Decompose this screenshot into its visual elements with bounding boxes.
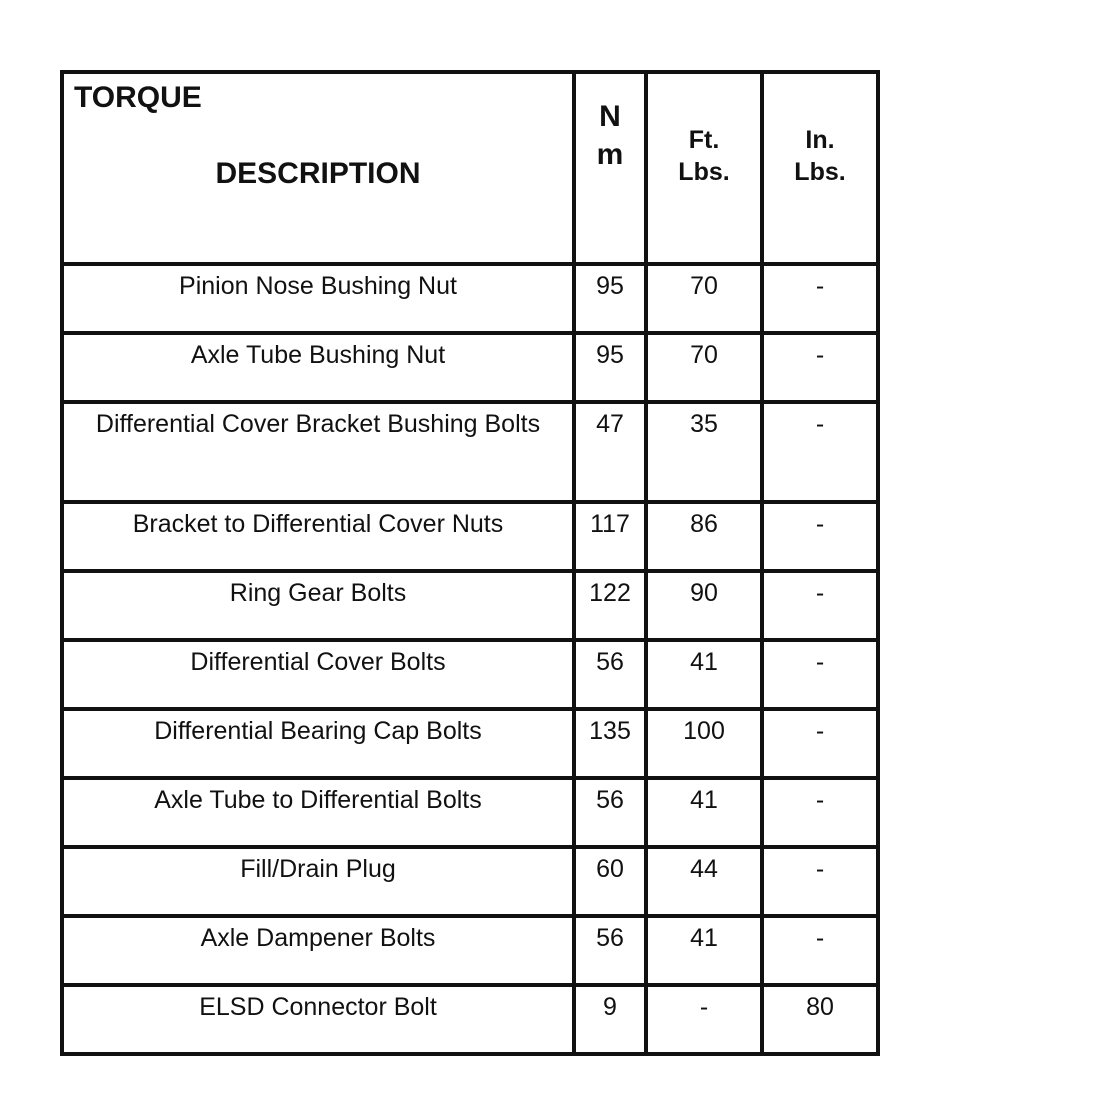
nm-value-cell: 117 [574, 502, 646, 571]
ft-lbs-value-cell: 70 [646, 264, 762, 333]
ft-lbs-value-cell: 70 [646, 333, 762, 402]
description-cell: Pinion Nose Bushing Nut [62, 264, 574, 333]
table-row [62, 402, 878, 502]
table-row [62, 847, 878, 916]
nm-value-cell: 56 [574, 916, 646, 985]
table-row [62, 333, 878, 402]
header-torque-label: TORQUE [74, 81, 202, 114]
table-row [62, 571, 878, 640]
description-cell: Axle Tube Bushing Nut [62, 333, 574, 402]
ft-lbs-value-cell: 90 [646, 571, 762, 640]
ft-lbs-value-cell: 44 [646, 847, 762, 916]
header-nm-label [576, 74, 644, 174]
header-ft-line1: Ft. [688, 126, 720, 154]
table-row [62, 916, 878, 985]
in-lbs-value-cell: - [762, 402, 878, 502]
in-lbs-value-cell: - [762, 571, 878, 640]
ft-lbs-value-cell: 41 [646, 640, 762, 709]
table-row [62, 640, 878, 709]
nm-value-cell: 135 [574, 709, 646, 778]
table-row [62, 985, 878, 1054]
description-cell: ELSD Connector Bolt [62, 985, 574, 1054]
header-ft-lbs-cell [646, 72, 762, 264]
header-nm-line2: m [596, 138, 624, 171]
description-cell: Axle Tube to Differential Bolts [62, 778, 574, 847]
in-lbs-value-cell: - [762, 916, 878, 985]
in-lbs-value-cell: - [762, 847, 878, 916]
ft-lbs-value-cell: 100 [646, 709, 762, 778]
description-cell: Differential Bearing Cap Bolts [62, 709, 574, 778]
ft-lbs-value-cell: 86 [646, 502, 762, 571]
ft-lbs-value-cell: 41 [646, 778, 762, 847]
nm-value-cell: 56 [574, 640, 646, 709]
header-in-line2: Lbs. [794, 158, 846, 186]
description-cell: Axle Dampener Bolts [62, 916, 574, 985]
nm-value-cell: 122 [574, 571, 646, 640]
in-lbs-value-cell: - [762, 502, 878, 571]
nm-value-cell: 95 [574, 333, 646, 402]
header-ft-line2: Lbs. [678, 158, 730, 186]
in-lbs-value-cell: 80 [762, 985, 878, 1054]
header-description-label: DESCRIPTION [215, 157, 421, 190]
ft-lbs-value-cell: 35 [646, 402, 762, 502]
header-nm-cell [574, 72, 646, 264]
table-body [62, 264, 878, 1054]
table-row [62, 502, 878, 571]
header-nm-line1: N [599, 100, 621, 133]
table-row [62, 264, 878, 333]
description-cell: Bracket to Differential Cover Nuts [62, 502, 574, 571]
description-cell: Differential Cover Bolts [62, 640, 574, 709]
table-header-row [62, 72, 878, 264]
in-lbs-value-cell: - [762, 778, 878, 847]
in-lbs-value-cell: - [762, 264, 878, 333]
description-cell: Fill/Drain Plug [62, 847, 574, 916]
description-cell: Ring Gear Bolts [62, 571, 574, 640]
in-lbs-value-cell: - [762, 640, 878, 709]
in-lbs-value-cell: - [762, 333, 878, 402]
header-description-cell [62, 72, 574, 264]
nm-value-cell: 60 [574, 847, 646, 916]
table-row [62, 778, 878, 847]
nm-value-cell: 47 [574, 402, 646, 502]
header-in-line1: In. [805, 126, 835, 154]
table-row [62, 709, 878, 778]
header-in-lbs-cell [762, 72, 878, 264]
header-ft-lbs-label [648, 74, 760, 188]
ft-lbs-value-cell: 41 [646, 916, 762, 985]
ft-lbs-value-cell: - [646, 985, 762, 1054]
torque-spec-table [60, 70, 880, 1056]
in-lbs-value-cell: - [762, 709, 878, 778]
nm-value-cell: 56 [574, 778, 646, 847]
nm-value-cell: 9 [574, 985, 646, 1054]
header-in-lbs-label [764, 74, 876, 188]
nm-value-cell: 95 [574, 264, 646, 333]
description-cell: Differential Cover Bracket Bushing Bolts [62, 402, 574, 502]
